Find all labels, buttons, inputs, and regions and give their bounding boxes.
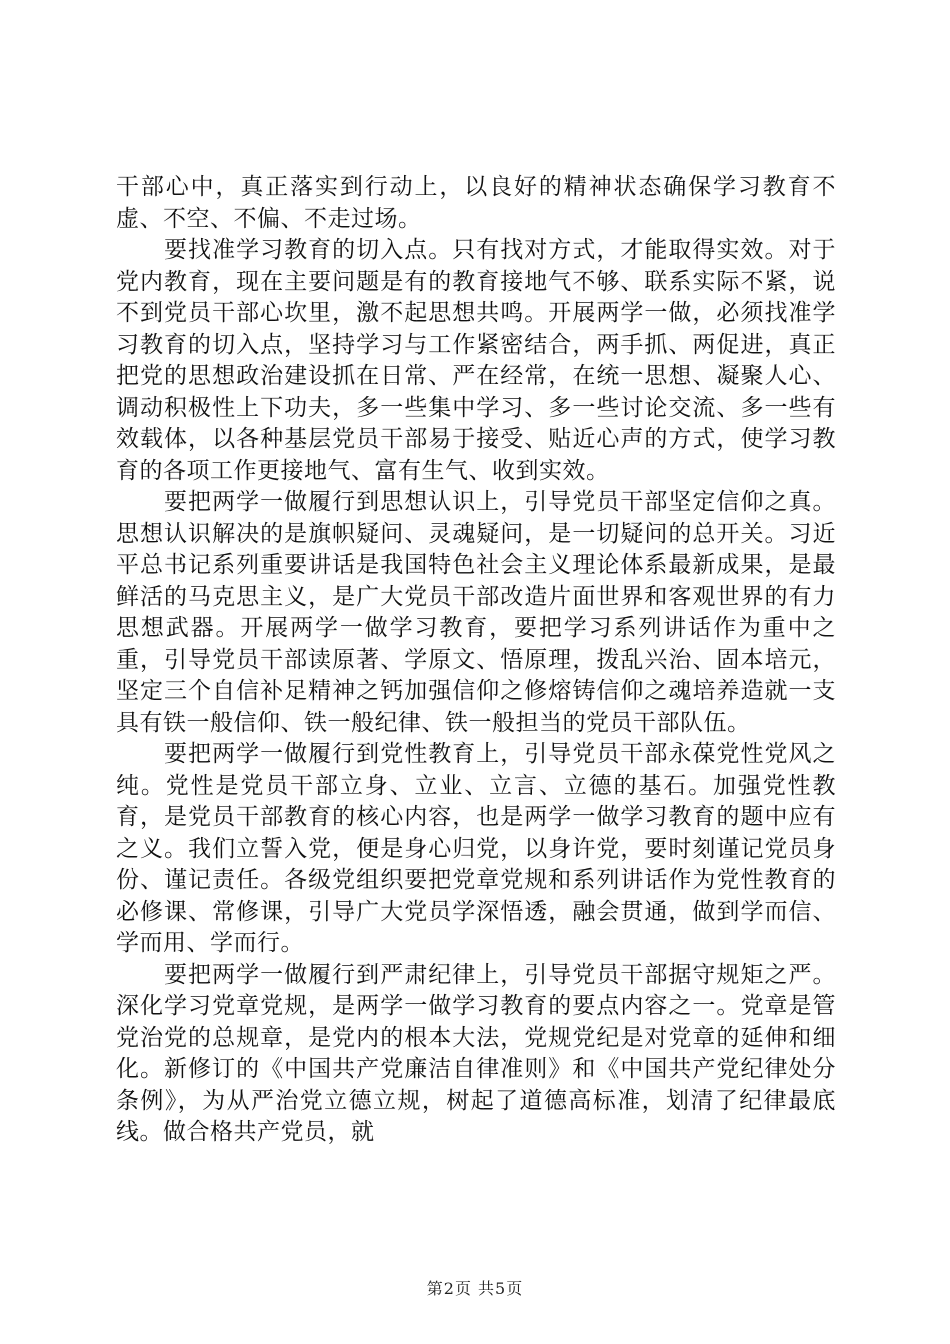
paragraph-5: 要把两学一做履行到严肃纪律上，引导党员干部据守规矩之严。深化学习党章党规，是两学一做学习教育的要点内容之一。党章是管党治党的总规章，是党内的根本大法，党规党纪是对党章的延伸和细化。新修订的《中国共产党廉洁自律准则》和《中国共产党纪律处分条例》，为从严治党立德立规，树起了道德高标准，划清了纪律最底线。做合格共产党员，就: [116, 961, 836, 1145]
body-text: [116, 172, 836, 1149]
paragraph-2: 要找准学习教育的切入点。只有找对方式，才能取得实效。对于党内教育，现在主要问题是有的教育接地气不够、联系实际不紧，说不到党员干部心坎里，激不起思想共鸣。开展两学一做，必须找准学习教育的切入点，坚持学习与工作紧密结合，两手抓、两促进，真正把党的思想政治建设抓在日常、严在经常，在统一思想、凝聚人心、调动积极性上下功夫，多一些集中学习、多一些讨论交流、多一些有效载体，以各种基层党员干部易于接受、贴近心声的方式，使学习教育的各项工作更接地气、富有生气、收到实效。: [116, 237, 836, 484]
paragraph-1: 干部心中，真正落实到行动上，以良好的精神状态确保学习教育不虚、不空、不偏、不走过场。: [116, 174, 836, 232]
page-footer: 第2页 共5页: [426, 1279, 524, 1298]
paragraph-3: 要把两学一做履行到思想认识上，引导党员干部坚定信仰之真。思想认识解决的是旗帜疑问、灵魂疑问，是一切疑问的总开关。习近平总书记系列重要讲话是我国特色社会主义理论体系最新成果，是最鲜活的马克思主义，是广大党员干部改造片面世界和客观世界的有力思想武器。开展两学一做学习教育，要把学习系列讲话作为重中之重，引导党员干部读原著、学原文、悟原理，拨乱兴治、固本培元，坚定三个自信补足精神之钙加强信仰之修熔铸信仰之魂培养造就一支具有铁一般信仰、铁一般纪律、铁一般担当的党员干部队伍。: [116, 489, 836, 736]
paragraph-4: 要把两学一做履行到党性教育上，引导党员干部永葆党性党风之纯。党性是党员干部立身、立业、立言、立德的基石。加强党性教育，是党员干部教育的核心内容，也是两学一做学习教育的题中应有之义。我们立誓入党，便是身心归党，以身许党，要时刻谨记党员身份、谨记责任。各级党组织要把党章党规和系列讲话作为党性教育的必修课、常修课，引导广大党员学深悟透，融会贯通，做到学而信、学而用、学而行。: [116, 741, 836, 956]
